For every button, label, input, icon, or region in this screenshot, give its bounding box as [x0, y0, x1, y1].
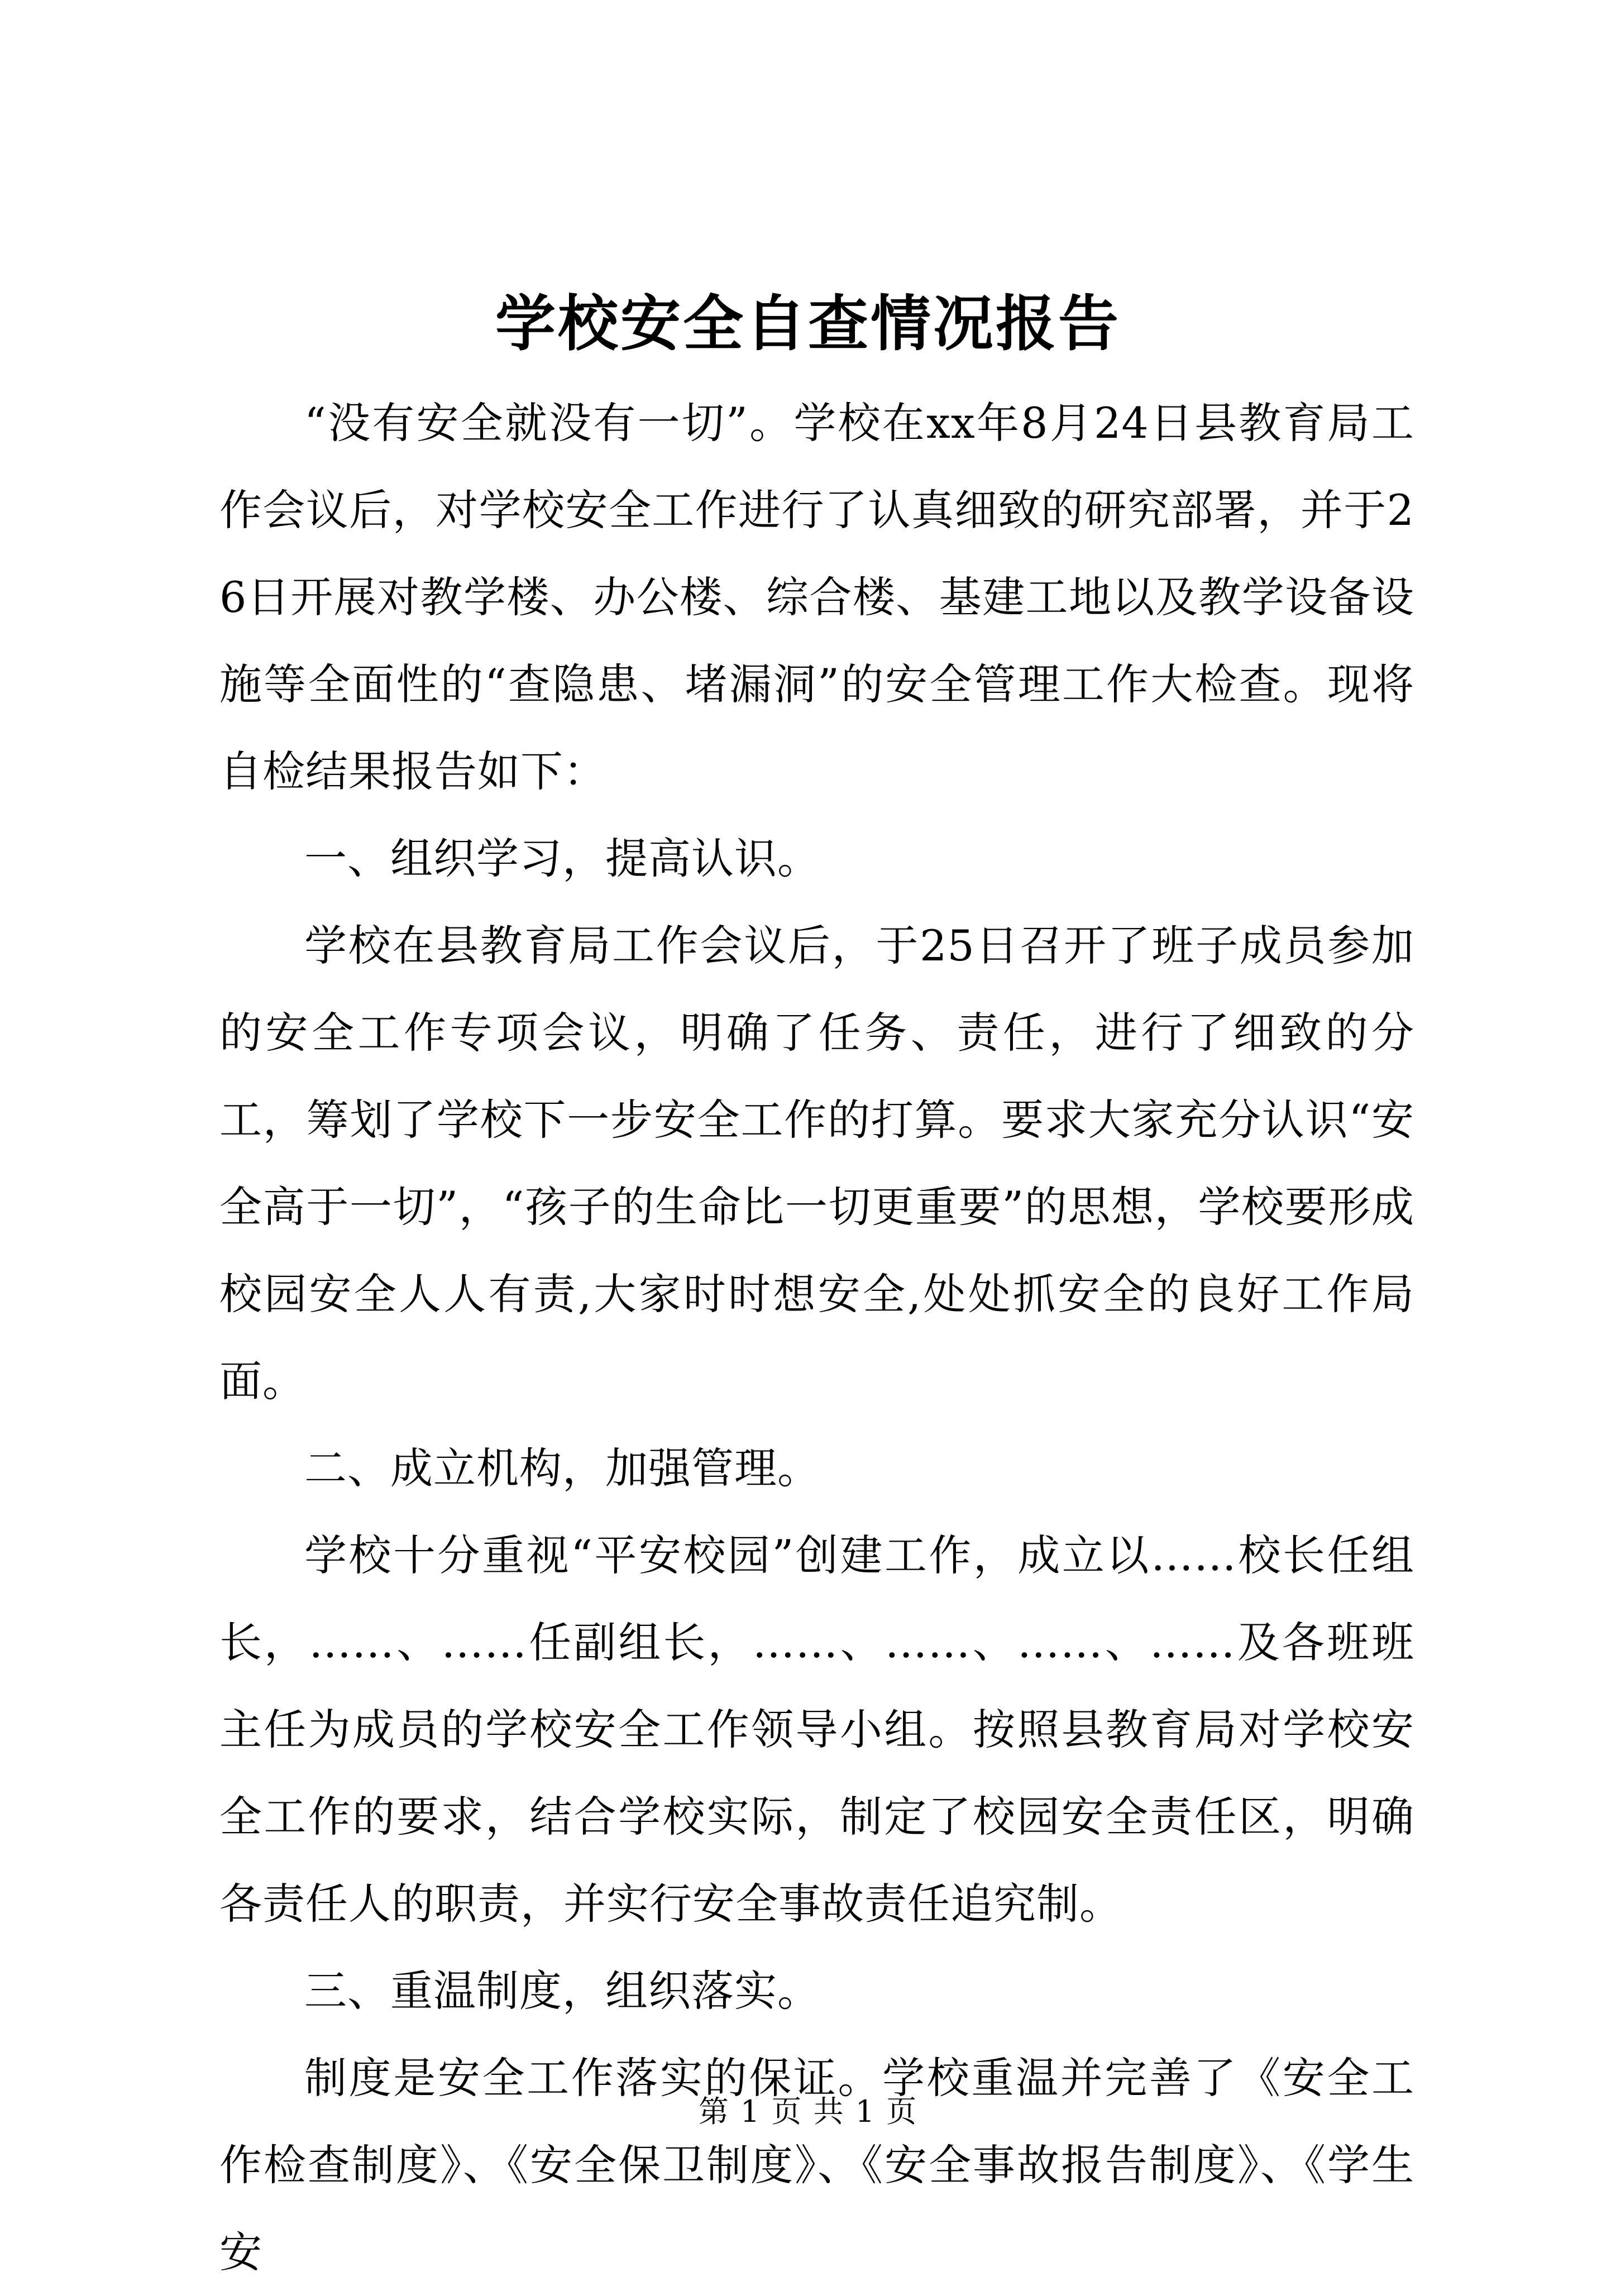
section-heading-1: 一、组织学习，提高认识。	[304, 834, 820, 883]
intro-paragraph: “没有安全就没有一切”。学校在xx年8月24日县教育局工作会议后，对学校安全工作进行了认真细致的研究部署，并于26日开展对教学楼、办公楼、综合楼、基建工地以及教学设备设施等全面性的“查隐患、堵漏洞”的安全管理工作大检查。现将自检结果报告如下：	[219, 398, 1414, 796]
document-title: 学校安全自查情况报告	[495, 289, 1121, 359]
section-paragraph-2: 学校十分重视“平安校园”创建工作，成立以……校长任组长，……、……任副组长，……、……、……、……及各班班主任为成员的学校安全工作领导小组。按照县教育局对学校安全工作的要求，结合学校实际，制定了校园安全责任区，明确各责任人的职责，并实行安全事故责任追究制。	[219, 1530, 1414, 1929]
section-heading-3: 三、重温制度，组织落实。	[304, 1966, 820, 2016]
page-footer: 第 1 页 共 1 页	[698, 2094, 918, 2129]
section-heading-2: 二、成立机构，加强管理。	[304, 1443, 820, 1493]
document-body	[219, 380, 1414, 2296]
section-paragraph-1: 学校在县教育局工作会议后，于25日召开了班子成员参加的安全工作专项会议，明确了任务、责任，进行了细致的分工，筹划了学校下一步安全工作的打算。要求大家充分认识“安全高于一切”，“孩子的生命比一切更重要”的思想，学校要形成校园安全人人有责,大家时时想安全,处处抓安全的良好工作局面。	[219, 921, 1414, 1406]
section-paragraph-3: 制度是安全工作落实的保证。学校重温并完善了《安全工作检查制度》、《安全保卫制度》、《安全事故报告制度》、《学生安	[219, 2053, 1414, 2277]
